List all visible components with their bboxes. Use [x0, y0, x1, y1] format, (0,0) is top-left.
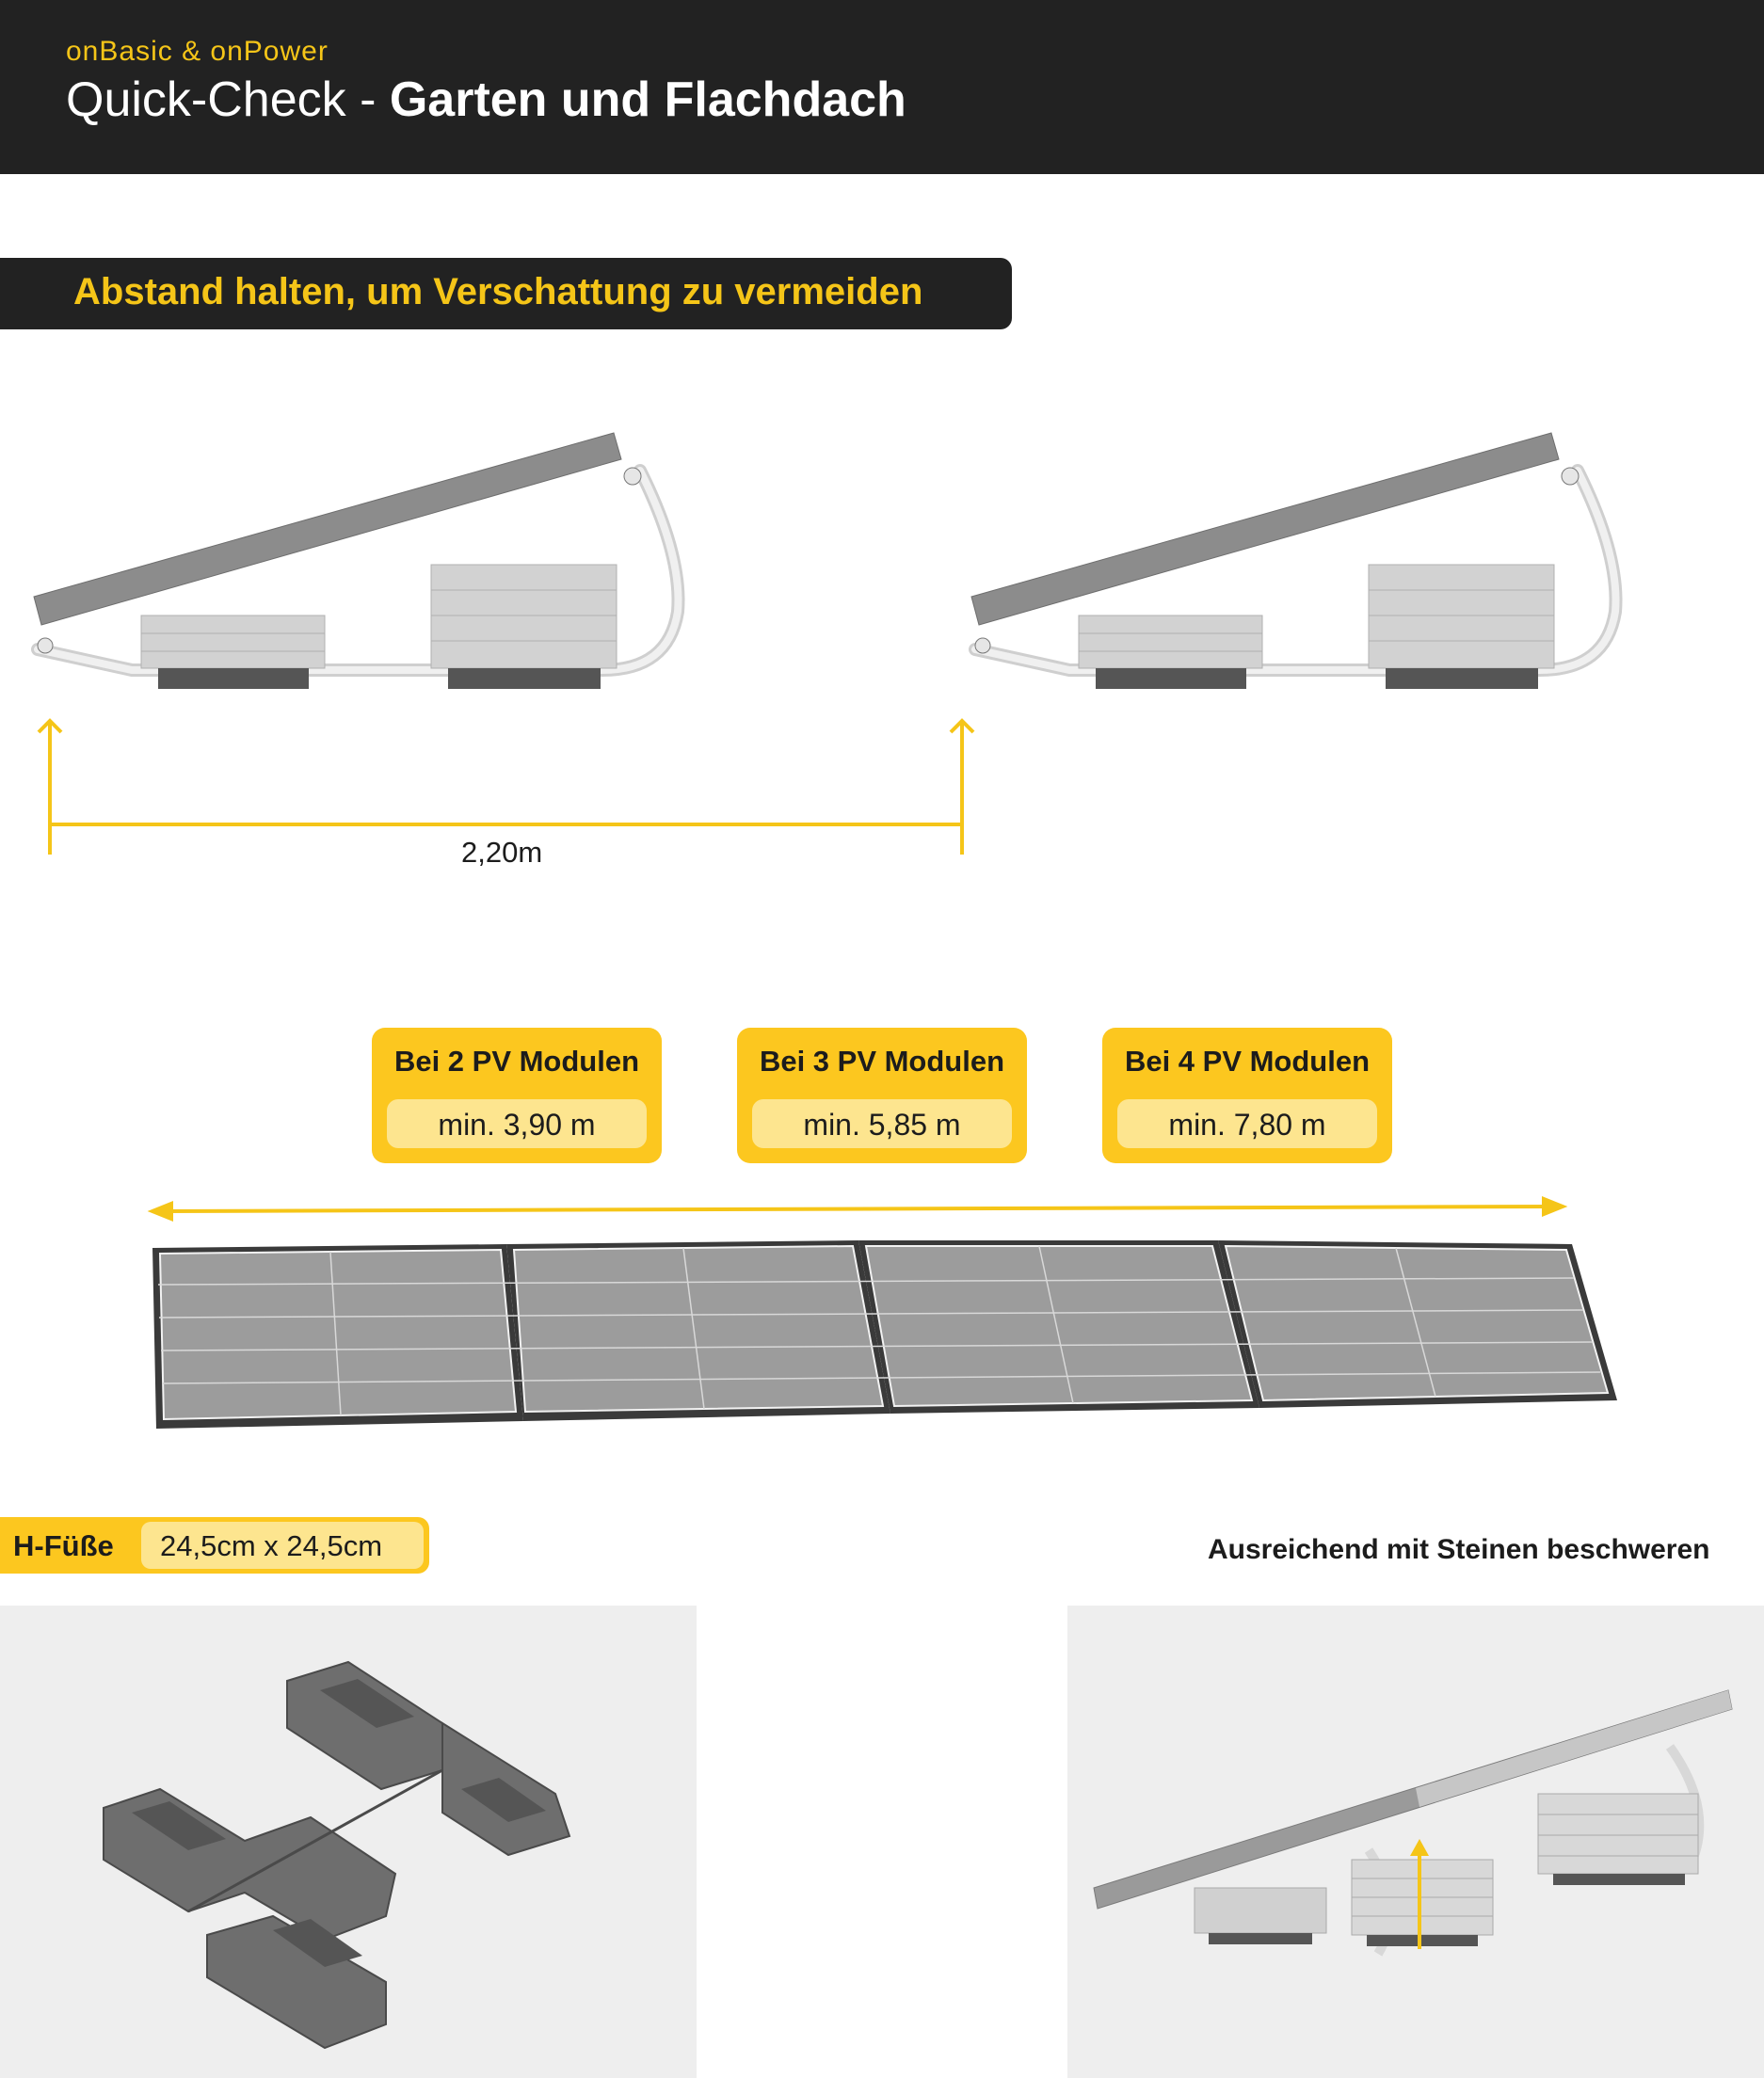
- ballast-illustration: [1067, 1606, 1764, 2078]
- title-prefix: Quick-Check -: [66, 72, 390, 127]
- brand-label: onBasic & onPower: [66, 36, 329, 67]
- distance-label: 2,20m: [461, 836, 543, 869]
- module-card-title: Bei 2 PV Modulen: [393, 1045, 640, 1078]
- ballast-instruction: Ausreichend mit Steinen beschweren: [1208, 1534, 1710, 1565]
- module-card-title: Bei 3 PV Modulen: [759, 1045, 1005, 1078]
- h-feet-label: H-Füße: [13, 1529, 114, 1562]
- module-card-value: min. 7,80 m: [1168, 1108, 1326, 1142]
- h-foot-illustration: [0, 1606, 697, 2078]
- h-feet-dimension: 24,5cm x 24,5cm: [160, 1529, 383, 1562]
- section-banner-text: Abstand halten, um Verschattung zu vermeiden: [73, 271, 923, 312]
- title-bold: Garten und Flachdach: [389, 72, 906, 127]
- module-card-value: min. 3,90 m: [438, 1108, 596, 1142]
- module-card-title: Bei 4 PV Modulen: [1124, 1045, 1371, 1078]
- module-card-value: min. 5,85 m: [803, 1108, 961, 1142]
